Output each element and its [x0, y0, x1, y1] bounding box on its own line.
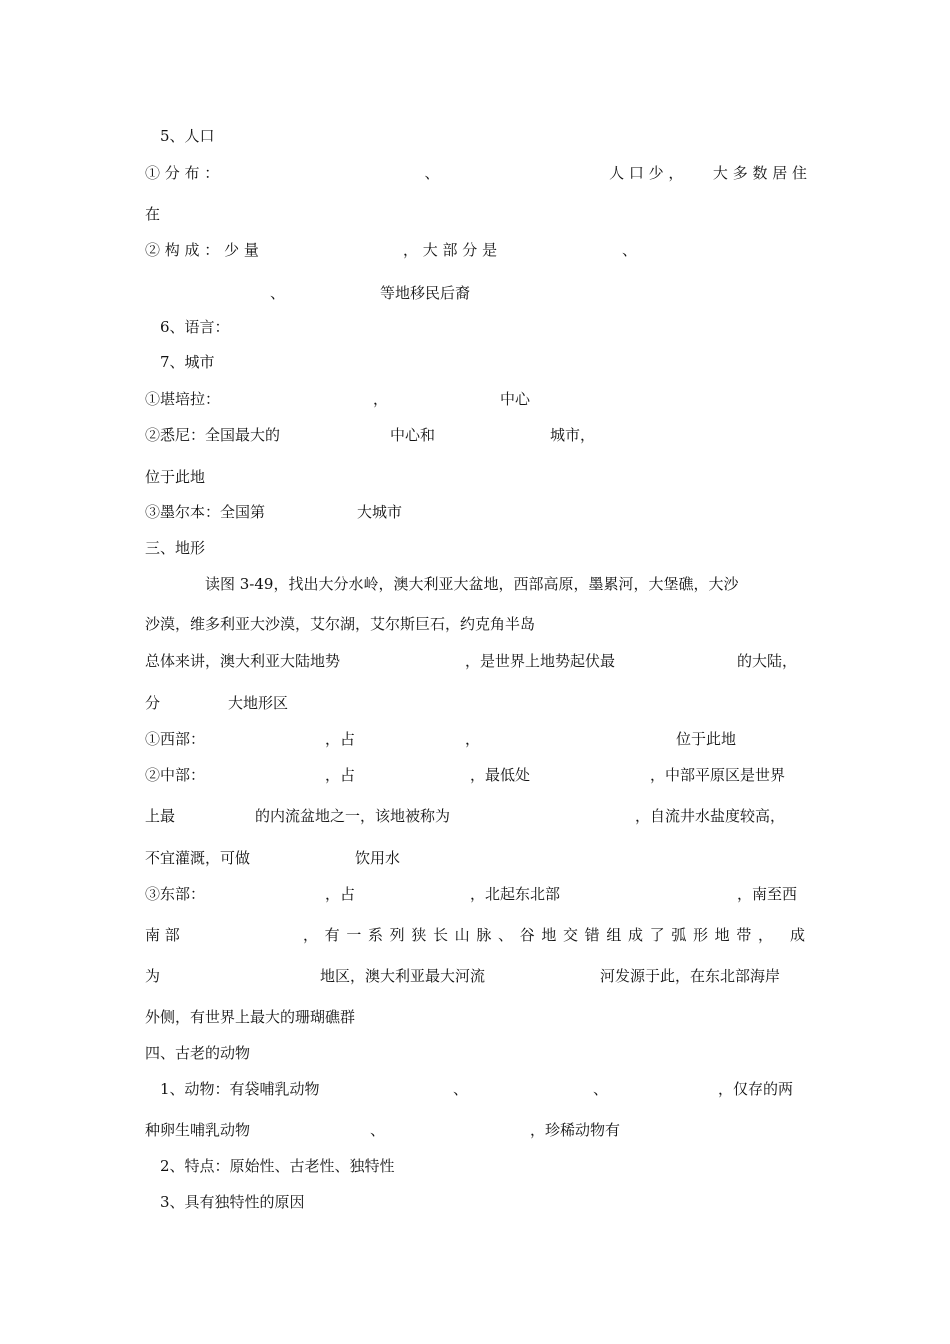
sydney-city: 城市， — [550, 426, 596, 444]
animals-features: 2、特点：原始性、古老性、独特性 — [160, 1157, 395, 1175]
east-south: ，南至西 — [737, 885, 798, 903]
overall-divide-b: 大地形区 — [228, 694, 289, 712]
composition-comma: 、 — [622, 241, 638, 259]
overall-terrain-c: 的大陆， — [737, 652, 798, 670]
west-share: ，占 — [325, 730, 356, 748]
section-3-terrain-heading: 三、地形 — [145, 539, 206, 557]
map-reading-line-1: 读图 3-49，找出大分水岭，澳大利亚大盆地，西部高原，墨累河，大堡礁，大沙 — [205, 575, 739, 593]
composition-descendants: 等地移民后裔 — [380, 284, 471, 302]
composition-prefix: ② 构 成 ： 少 量 — [145, 241, 259, 259]
composition-majority: ， 大 部 分 是 — [403, 241, 498, 259]
east-river-b: 地区，澳大利亚最大河流 — [320, 967, 486, 985]
west-comma: ， — [465, 730, 481, 748]
distribution-label: ① 分 布 ： — [145, 164, 220, 182]
animals-comma-1: 、 — [453, 1080, 469, 1098]
east-reef: 外侧，有世界上最大的珊瑚礁群 — [145, 1008, 356, 1026]
west-location: 位于此地 — [676, 730, 737, 748]
overall-terrain-a: 总体来讲，澳大利亚大陆地势 — [145, 652, 341, 670]
distribution-population-text: 人 口 少 ， — [609, 164, 684, 182]
distribution-wrap-text: 在 — [145, 205, 161, 223]
middle-lowest: ，最低处 — [470, 766, 531, 784]
west-label: ①西部： — [145, 730, 206, 748]
sydney-location: 位于此地 — [145, 468, 206, 486]
animals-uniqueness-reason: 3、具有独特性的原因 — [160, 1193, 305, 1211]
section-4-animals-heading: 四、古老的动物 — [145, 1044, 251, 1062]
canberra-label: ①堪培拉： — [145, 390, 221, 408]
overall-divide-a: 分 — [145, 694, 161, 712]
east-range-c: 成 — [790, 926, 806, 944]
map-reading-line-2: 沙漠，维多利亚大沙漠，艾尔湖，艾尔斯巨石，约克角半岛 — [145, 615, 536, 633]
section-5-heading: 5、人口 — [160, 127, 215, 145]
composition-comma-2: 、 — [270, 284, 286, 302]
canberra-comma: ， — [373, 390, 389, 408]
canberra-center: 中心 — [500, 390, 531, 408]
middle-label: ②中部： — [145, 766, 206, 784]
east-label: ③东部： — [145, 885, 206, 903]
middle-water-b: 饮用水 — [355, 849, 401, 867]
east-range-b: ， 有 一 系 列 狭 长 山 脉 、 谷 地 交 错 组 成 了 弧 形 地 带 ， — [303, 926, 773, 944]
distribution-comma: 、 — [424, 164, 440, 182]
sydney-center: 中心和 — [390, 426, 436, 444]
overall-terrain-b: ，是世界上地势起伏最 — [465, 652, 616, 670]
middle-basin-c: ，自流井水盐度较高， — [635, 807, 786, 825]
sydney-label: ②悉尼：全国最大的 — [145, 426, 281, 444]
section-7-cities: 7、城市 — [160, 353, 215, 371]
east-share: ，占 — [325, 885, 356, 903]
animals-monotreme: 种卵生哺乳动物 — [145, 1121, 251, 1139]
animals-marsupial: 1、动物：有袋哺乳动物 — [160, 1080, 320, 1098]
animals-remaining: ，仅存的两 — [718, 1080, 794, 1098]
melbourne-label: ③墨尔本：全国第 — [145, 503, 266, 521]
population-distribution-line — [145, 163, 807, 183]
distribution-residence-text: 大 多 数 居 住 — [712, 164, 807, 182]
animals-rare: ，珍稀动物有 — [530, 1121, 621, 1139]
section-6-language: 6、语言： — [160, 318, 230, 336]
middle-share: ，占 — [325, 766, 356, 784]
east-river-c: 河发源于此，在东北部海岸 — [600, 967, 781, 985]
melbourne-rank: 大城市 — [357, 503, 403, 521]
middle-basin-a: 上最 — [145, 807, 176, 825]
east-river-a: 为 — [145, 967, 161, 985]
animals-comma-2: 、 — [593, 1080, 609, 1098]
middle-basin-b: 的内流盆地之一，该地被称为 — [255, 807, 451, 825]
animals-comma-3: 、 — [370, 1121, 386, 1139]
middle-water-a: 不宜灌溉，可做 — [145, 849, 251, 867]
east-range-a: 南 部 — [145, 926, 180, 944]
middle-plain: ，中部平原区是世界 — [650, 766, 786, 784]
east-north: ，北起东北部 — [470, 885, 561, 903]
